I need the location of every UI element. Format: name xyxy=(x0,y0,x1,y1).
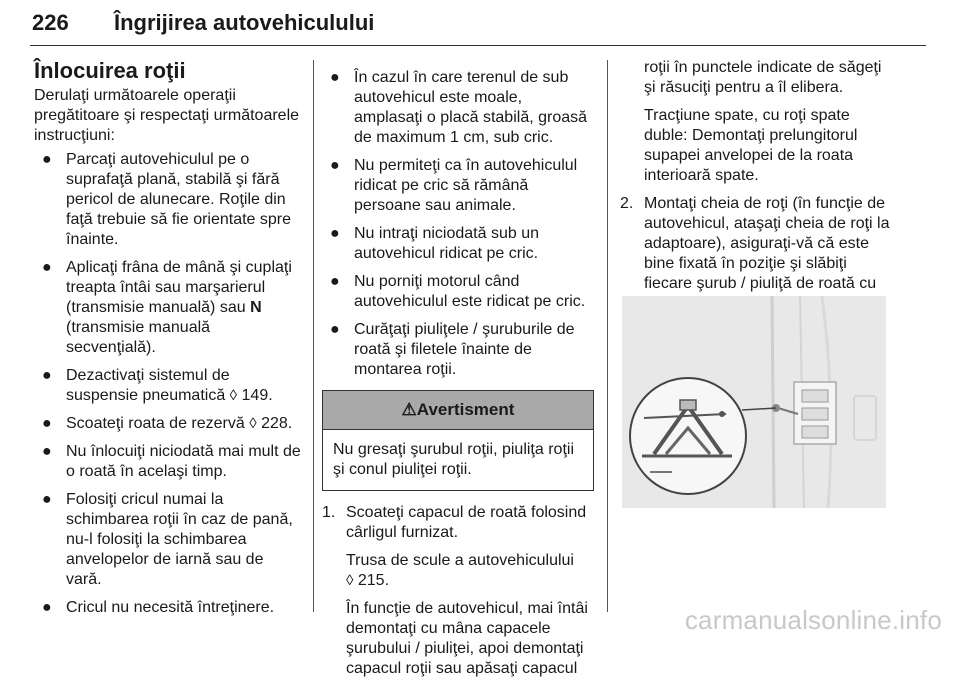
steps-list xyxy=(322,503,594,679)
page-header xyxy=(32,10,374,36)
list-item: ● În cazul în care terenul de sub autovehicul este moale, amplasaţi o placă stabilă, groasă de maximum 1 cm, sub cric. xyxy=(330,69,588,146)
bullet-icon: ● xyxy=(42,151,52,168)
list-item: ● Cricul nu necesită întreţinere. xyxy=(42,599,275,616)
bullet-icon: ● xyxy=(42,443,52,460)
column-1 xyxy=(34,58,302,626)
list-item: ● Nu înlocuiţi niciodată mai mult de o roată în acelaşi timp. xyxy=(42,443,301,480)
list-item: ● Scoateţi roata de rezervă ◊ 228. xyxy=(42,415,293,432)
column-divider-1 xyxy=(313,60,314,612)
page-ref-icon: ◊ xyxy=(249,415,257,432)
bullet-icon: ● xyxy=(42,599,52,616)
list-item: ● Nu intraţi niciodată sub un autovehicul ridicat pe cric. xyxy=(330,225,539,262)
list-item: ● Nu porniţi motorul când autovehiculul este ridicat pe cric. xyxy=(330,273,586,310)
list-item: ● Dezactivaţi sistemul de suspensie pneumatică ◊ 149. xyxy=(42,367,273,404)
column-2 xyxy=(322,58,594,687)
list-item: ● Nu permiteţi ca în autovehiculul ridicat pe cric să rămână persoane sau animale. xyxy=(330,157,578,214)
bullet-icon: ● xyxy=(42,259,52,276)
section-title: Înlocuirea roţii xyxy=(34,58,186,83)
step-item: 1. Scoateţi capacul de roată folosind cârligul furnizat. Trusa de scule a autovehiculului ◊ 215. În funcţie de autovehicul, mai întâi demontaţi cu mâna capacele şurubului / piuliţei, apoi demontaţi capacul roţii sau apăsaţi capacul xyxy=(322,503,594,679)
precaution-list xyxy=(34,150,302,618)
intro-text: Derulaţi următoarele operaţii pregătitoare şi respectaţi următoarele instrucţiuni: xyxy=(34,87,300,144)
warning-box xyxy=(322,390,594,491)
page-number: 226 xyxy=(32,10,69,35)
jack-illustration-drawing xyxy=(622,296,886,508)
list-item: ● Folosiţi cricul numai la schimbarea roţii în caz de pană, nu-l folosiţi la schimbarea anvelopelor de iarnă sau de vară. xyxy=(42,491,293,588)
jack-illustration xyxy=(622,296,886,508)
bullet-icon: ● xyxy=(42,367,52,384)
list-item: ● Aplicaţi frâna de mână şi cuplaţi treapta întâi sau marşarierul (transmisie manuală) sau N (transmisie manuală secvenţială). xyxy=(42,259,292,356)
bullet-icon: ● xyxy=(330,157,340,174)
page-ref-link[interactable]: 228. xyxy=(261,415,293,432)
column-divider-2 xyxy=(607,60,608,612)
bullet-icon: ● xyxy=(42,415,52,432)
warning-header xyxy=(323,391,593,430)
page-ref-icon: ◊ xyxy=(346,572,354,589)
bullet-icon: ● xyxy=(330,225,340,242)
page-ref-link[interactable]: 149. xyxy=(241,387,273,404)
warning-icon: ⚠ xyxy=(401,400,417,419)
step-item: 2. Montaţi cheia de roţi (în funcţie de autovehicul, ataşaţi cheia de roţi la adaptoare), asiguraţi-vă că este bine fixată în poziţie şi slăbiţi fiecare şurub / piuliţă de roată cu xyxy=(620,195,890,292)
page-ref-link[interactable]: 215. xyxy=(357,572,390,589)
watermark: carmanualsonline.info xyxy=(684,605,942,635)
bullet-icon: ● xyxy=(330,69,340,86)
list-item: ● Parcaţi autovehiculul pe o suprafaţă plană, stabilă şi fără pericol de alunecare. Roţile din faţă trebuie să fie orientate spre înainte. xyxy=(42,151,292,248)
step-item: roţii în punctele indicate de săgeţi şi răsuciţi pentru a îl elibera. Tracţiune spate, cu roţi spate duble: Demontaţi prelungitorul supapei anvelopei de la roata interioară spate. xyxy=(620,58,892,186)
bullet-icon: ● xyxy=(330,321,340,338)
chapter-title: Îngrijirea autovehiculului xyxy=(114,10,375,35)
gear-mode-label: N xyxy=(250,299,262,316)
list-item: ● Curăţaţi piuliţele / şuruburile de roată şi filetele înainte de montarea roţii. xyxy=(330,321,575,378)
column-3 xyxy=(620,58,892,322)
steps-list-continued xyxy=(620,58,892,314)
warning-text: Nu gresaţi şurubul roţii, piuliţa roţii şi conul piuliţei roţii. xyxy=(333,441,574,478)
step-number: 1. xyxy=(322,504,336,521)
bullet-icon: ● xyxy=(330,273,340,290)
page-ref-icon: ◊ xyxy=(229,387,238,404)
step-text-continued: roţii în punctele indicate de săgeţi şi răsuciţi pentru a îl elibera. xyxy=(644,59,882,96)
step-text: În funcţie de autovehicul, mai întâi demontaţi cu mâna capacele şurubului / piuliţei, apoi demontaţi capacul roţii sau apăsaţi capacul xyxy=(346,600,588,677)
header-rule xyxy=(30,45,926,46)
warning-title: Avertisment xyxy=(416,400,515,419)
bullet-icon: ● xyxy=(42,491,52,508)
step-number: 2. xyxy=(620,195,634,212)
precaution-list-continued xyxy=(322,68,594,380)
